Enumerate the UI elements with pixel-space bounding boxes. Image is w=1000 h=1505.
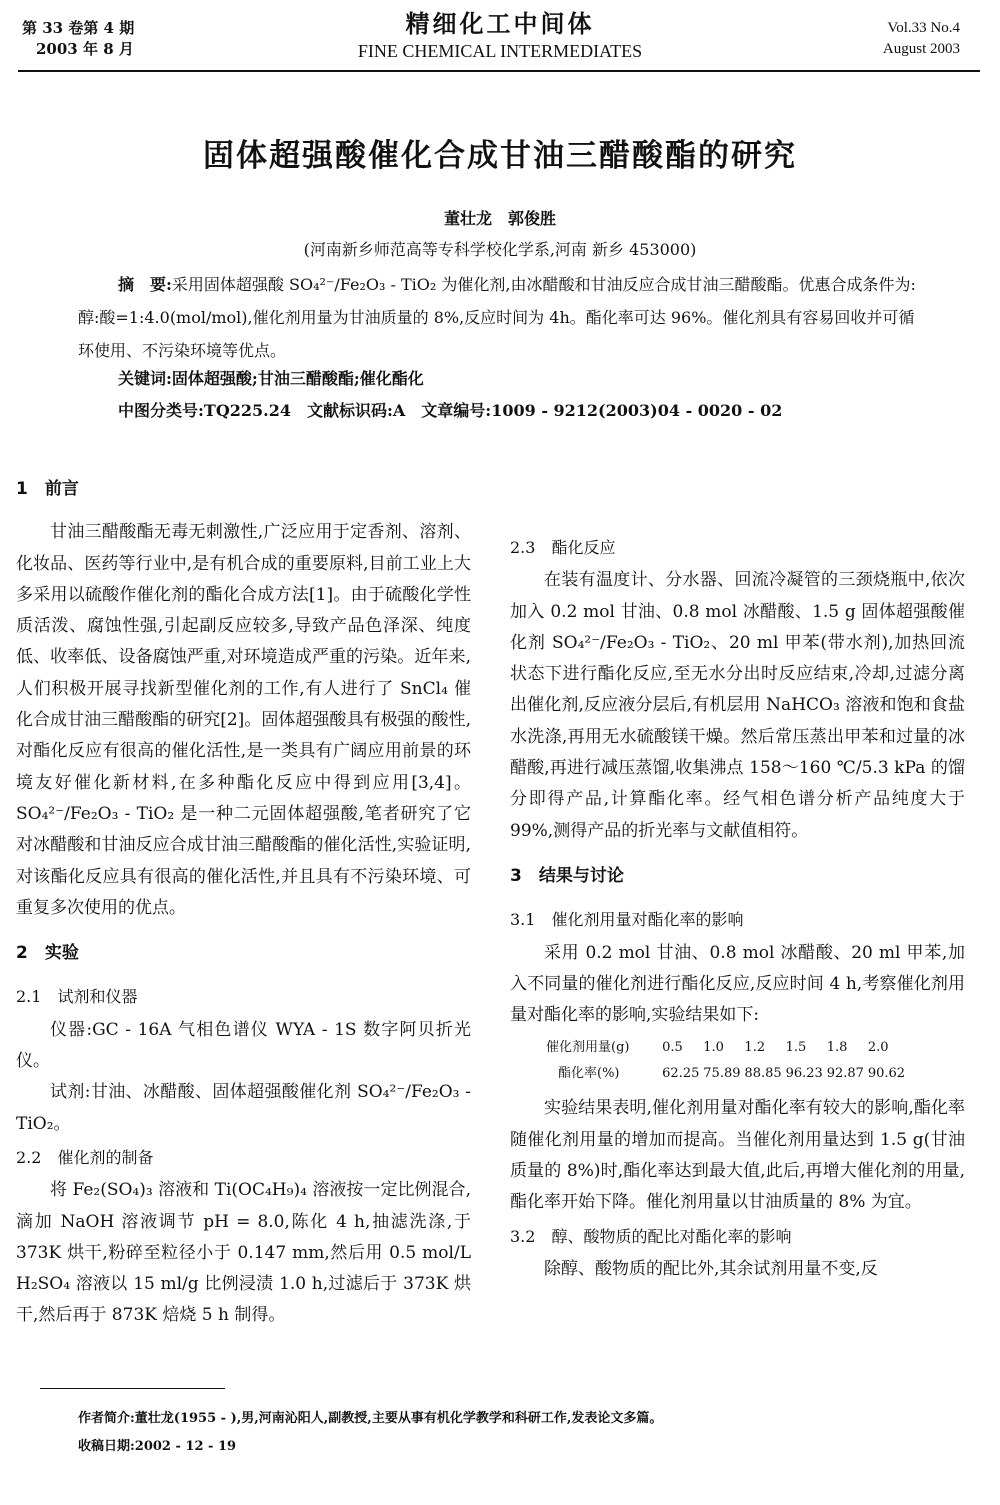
table-cell: 88.85 — [744, 1066, 782, 1082]
received-date-footnote: 收稿日期:2002 - 12 - 19 — [78, 1439, 237, 1454]
paper-title: 固体超强酸催化合成甘油三醋酸酯的研究 — [203, 138, 797, 174]
table-row-label: 催化剂用量(g) — [546, 1040, 630, 1056]
classification: 中图分类号:TQ225.24 文献标识码:A 文章编号:1009 - 9212(2003)04 - 0020 - 02 — [118, 401, 783, 420]
catalyst-amount-paragraph: 采用 0.2 mol 甘油、0.8 mol 冰醋酸、20 ml 甲苯,加入不同量的催化剂进行酯化反应,反应时间 4 h,考察催化剂用量对酯化率的影响,实验结果如下: — [510, 942, 965, 1026]
table-cell: 92.87 — [826, 1066, 864, 1082]
section-3-2-title: 3.2 醇、酸物质的配比对酯化率的影响 — [510, 1226, 792, 1246]
table-cell: 75.89 — [703, 1066, 741, 1082]
table-cell: 1.0 — [703, 1040, 724, 1056]
section-2-3-title: 2.3 酯化反应 — [510, 538, 616, 557]
issue-date: 2003 年 8 月 — [36, 40, 134, 58]
table-cell: 62.25 — [662, 1066, 700, 1082]
instruments-paragraph: 仪器:GC - 16A 气相色谱仪 WYA - 1S 数字阿贝折光仪。 — [16, 1019, 471, 1072]
results-discussion-paragraph: 实验结果表明,催化剂用量对酯化率有较大的影响,酯化率随催化剂用量的增加而提高。当催化剂用量达到 1.5 g(甘油质量的 8%)时,酯化率达到最大值,此后,再增大催化剂的用量,酯化率开始下降。催化剂用量以甘油质量的 8% 为宜。 — [510, 1098, 965, 1213]
catalyst-prep-paragraph: 将 Fe₂(SO₄)₃ 溶液和 Ti(OC₄H₉)₄ 溶液按一定比例混合,滴加 NaOH 溶液调节 pH = 8.0,陈化 4 h,抽滤洗涤,于 373K 烘干,粉碎至粒径小于 0.147 mm,然后用 0.5 mol/L H₂SO₄ 溶液以 15 ml/g 比例浸渍 1.0 h,过滤后于 373K 烘干,然后再于 873K 焙烧 5 h 制得。 — [16, 1180, 471, 1326]
journal-name — [0, 8, 1000, 62]
section-1-paragraph: 甘油三醋酸酯无毒无刺激性,广泛应用于定香剂、溶剂、化妆品、医药等行业中,是有机合成的重要原料,目前工业上大多采用以硫酸作催化剂的酯化合成方法[1]。由于硫酸化学性质活泼、腐蚀性强,引起副反应较多,导致产品色泽深、纯度低、收率低、设备腐蚀严重,对环境造成严重的污染。近年来,人们积极开展寻找新型催化剂的工作,有人进行了 SnCl₄ 催化合成甘油三醋酸酯的研究[2]。固体超强酸具有极强的酸性,对酯化反应有很高的催化活性,是一类具有广阔应用前景的环境友好催化新材料,在多种酯化反应中得到应用[3,4]。SO₄²⁻/Fe₂O₃ - TiO₂ 是一种二元固体超强酸,笔者研究了它对冰醋酸和甘油反应合成甘油三醋酸酯的催化活性,实验证明,对该酯化反应具有很高的催化活性,并且具有不污染环境、可重复多次使用的优点。 — [16, 522, 472, 918]
section-3-1-title: 3.1 催化剂用量对酯化率的影响 — [510, 910, 744, 930]
date-en: August 2003 — [882, 41, 960, 57]
table-cell: 1.8 — [826, 1040, 848, 1056]
author-intro-footnote: 作者简介:董壮龙(1955 - ),男,河南沁阳人,副教授,主要从事有机化学教学和科研工作,发表论文多篇。 — [78, 1411, 663, 1426]
table-cell: 1.5 — [785, 1040, 807, 1056]
abstract — [78, 268, 928, 367]
left-column — [16, 460, 471, 1332]
section-2-title: 2 实验 — [16, 943, 79, 964]
issue-info-en — [883, 18, 960, 60]
table-cell: 0.5 — [662, 1040, 683, 1056]
journal-name-en: FINE CHEMICAL INTERMEDIATES — [357, 41, 643, 61]
table-cell: 96.23 — [785, 1066, 823, 1082]
reagents-paragraph: 试剂:甘油、冰醋酸、固体超强酸催化剂 SO₄²⁻/Fe₂O₃ - TiO₂。 — [16, 1082, 471, 1134]
abstract-text: 采用固体超强酸 SO₄²⁻/Fe₂O₃ - TiO₂ 为催化剂,由冰醋酸和甘油反应合成甘油三醋酸酯。优惠合成条件为:醇:酸=1:4.0(mol/mol),催化剂用量为甘油质量的 8%,反应时间为 4h。酯化率可达 96%。催化剂具有容易回收并可循环使用、不污染环境等优点。 — [78, 275, 916, 360]
section-2-2-title: 2.2 催化剂的制备 — [16, 1147, 154, 1167]
section-3-title: 3 结果与讨论 — [510, 865, 624, 886]
paper-affiliation: (河南新乡师范高等专科学校化学系,河南 新乡 453000) — [303, 240, 697, 259]
section-1-title: 1 前言 — [16, 479, 79, 499]
ratio-paragraph: 除醇、酸物质的配比外,其余试剂用量不变,反 — [544, 1258, 878, 1279]
journal-name-cn: 精细化工中间体 — [405, 9, 595, 38]
footnote-rule — [40, 1388, 225, 1389]
abstract-label: 摘 要: — [118, 275, 172, 294]
table-cell: 2.0 — [867, 1040, 889, 1056]
table-row — [546, 1035, 965, 1061]
header-rule — [18, 70, 980, 72]
table-cell: 90.62 — [867, 1066, 906, 1082]
esterification-paragraph: 在装有温度计、分水器、回流冷凝管的三颈烧瓶中,依次加入 0.2 mol 甘油、0.8 mol 冰醋酸、1.5 g 固体超强酸催化剂 SO₄²⁻/Fe₂O₃ - TiO₂、20 ml 甲苯(带水剂),加热回流状态下进行酯化反应,至无水分出时反应结束,冷却,过滤分离出催化剂,反应液分层后,有机层用 NaHCO₃ 溶液和饱和食盐水洗涤,再用无水硫酸镁干燥。然后常压蒸出甲苯和过量的冰醋酸,再进行减压蒸馏,收集沸点 158～160 ℃/5.3 kPa 的馏分即得产品,计算酯化率。经气相色谱分析产品纯度大于 99%,测得产品的折光率与文献值相符。 — [510, 570, 965, 841]
paper-authors: 董壮龙 郭俊胜 — [443, 209, 556, 228]
volume-en: Vol.33 No.4 — [887, 20, 960, 36]
table-row — [546, 1061, 965, 1087]
keywords: 关键词:固体超强酸;甘油三醋酸酯;催化酯化 — [118, 369, 424, 388]
table-cell: 1.2 — [744, 1040, 766, 1056]
section-2-1-title: 2.1 试剂和仪器 — [16, 987, 138, 1007]
right-column — [510, 460, 965, 1285]
issue-volume: 第 33 卷第 4 期 — [22, 19, 135, 37]
results-table — [546, 1035, 965, 1087]
table-row-label: 酯化率(%) — [558, 1066, 620, 1082]
